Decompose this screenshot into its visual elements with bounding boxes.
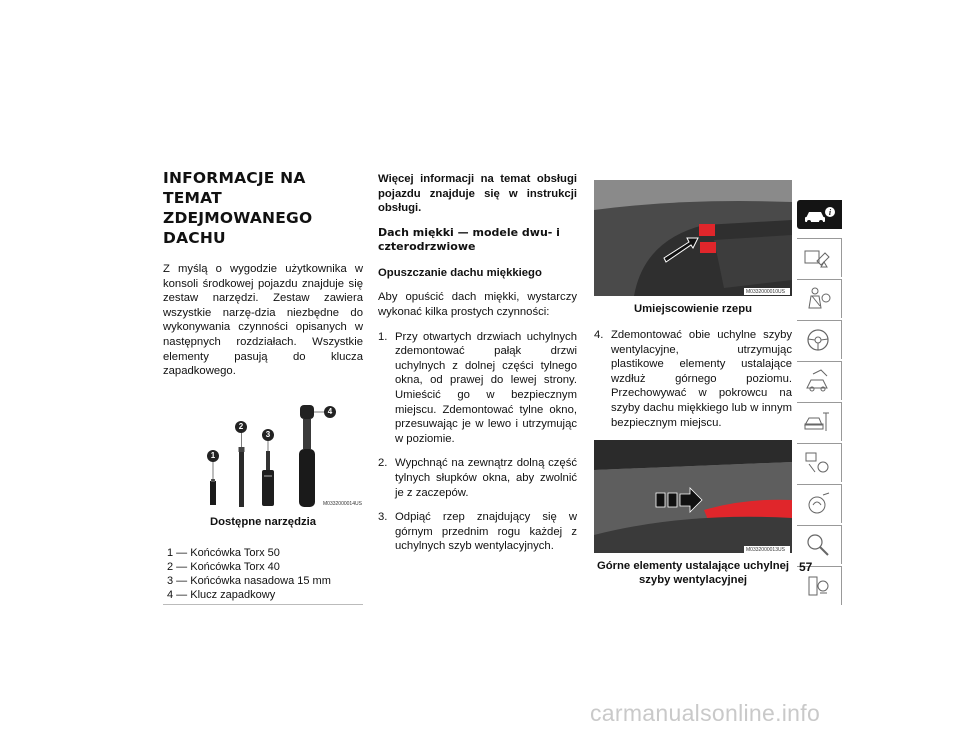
velcro-location-photo <box>594 180 792 296</box>
seatbelt-airbag-icon <box>803 284 833 314</box>
more-info-note: Więcej informacji na temat obsługi pojazdu znajduje się w instrukcji obsługi. <box>378 173 577 215</box>
lowering-title: Opuszczanie dachu miękkiego <box>378 266 542 279</box>
maintenance-icon <box>803 448 833 478</box>
tools-caption: Dostępne narzędzia <box>209 515 317 528</box>
steps-list-continued <box>594 328 792 430</box>
tab-steering[interactable] <box>797 320 842 359</box>
photo2-ref-code: M0332000013US <box>746 547 785 554</box>
search-icon <box>803 530 833 560</box>
legend-item: 4 — Klucz zapadkowy <box>163 589 363 605</box>
legend-item: 1 — Końcówka Torx 50 <box>167 546 280 559</box>
page-number: 57 <box>799 560 813 574</box>
callout-1: 1 <box>207 450 219 462</box>
lowering-intro: Aby opuścić dach miękki, wystarczy wykonać kilka prostych czynności: <box>378 291 577 318</box>
driving-icon <box>803 366 833 396</box>
photo2-caption: Górne elementy ustalające uchylnej szyby wentylacyjnej <box>596 560 790 587</box>
dashboard-warning-icon <box>803 243 833 273</box>
tools-figure <box>163 397 363 509</box>
section-title: INFORMACJE NA TEMAT ZDEJMOWANEGO DACHU <box>163 169 313 247</box>
step-item: 3. Odpiąć rzep znajdujący się w górnym przednim rogu każdej z uchylnych szyb wentylacyjnych. <box>378 511 577 553</box>
column-middle <box>378 172 577 564</box>
photo1-caption: Umiejscowienie rzepu <box>633 303 753 315</box>
intro-paragraph: Z myślą o wygodzie użytkownika w konsoli środkowej pojazdu znajduje się zestaw narzędzi. Zestaw zawiera wszystkie narzę-dzia niezbędne do wykonywania czynności opisanych w następnych rozdziałach. Wszystkie elementy pasują do klucza zapadkowego. <box>163 263 363 378</box>
tab-maintenance[interactable] <box>797 443 842 482</box>
chapter-tabs <box>797 200 842 607</box>
figure-ref-code: M0332000014US <box>323 500 362 507</box>
tools-legend <box>163 547 363 605</box>
photo1-ref-code: M0332000010US <box>746 289 785 295</box>
step-item: 1. Przy otwartych drzwiach uchylnych zdemontować pałąk drzwi uchylnych z dolnej części tylnego okna, od prawej do lewej strony. Umieścić go w bezpiecznym miejscu. Zdemontować tylne okno, przesuwając je w lewo i utrzymując w poziomie. <box>378 330 577 445</box>
step-item: 2. Wypchnąć na zewnątrz dolną część tylnych słupków okna, aby zwolnić je z zaczepów. <box>378 457 577 499</box>
watermark: carmanualsonline.info <box>590 700 821 726</box>
callout-2: 2 <box>235 421 247 433</box>
callout-4: 4 <box>324 406 336 418</box>
step-item: 4. Zdemontować obie uchylne szyby wentylacyjne, utrzymując plastikowe elementy ustalające wzdłuż górnego poziomu. Przechowywać w pokrowcu na szyby dachu miękkiego lub w innym bezpiecznym miejscu. <box>594 329 792 429</box>
legend-item: 3 — Końcówka nasadowa 15 mm <box>167 574 331 587</box>
steps-list <box>378 330 577 554</box>
steering-wheel-icon <box>803 325 833 355</box>
svg-text:i: i <box>828 208 832 217</box>
vent-window-retainers-photo <box>594 440 792 553</box>
column-right <box>594 170 792 587</box>
callout-3: 3 <box>262 429 274 441</box>
tab-driving[interactable] <box>797 361 842 400</box>
soft-top-subheading: Dach miękki — modele dwu- i czterodrzwiowe <box>378 225 560 253</box>
column-left <box>163 168 363 606</box>
tab-search[interactable] <box>797 525 842 564</box>
index-icon <box>803 571 833 601</box>
legend-item: 2 — Końcówka Torx 40 <box>167 560 280 573</box>
tab-multimedia[interactable] <box>797 484 842 523</box>
car-info-icon <box>803 204 837 226</box>
tab-service[interactable] <box>797 402 842 441</box>
tab-dashboard-warning[interactable] <box>797 238 842 277</box>
car-service-icon <box>803 407 833 437</box>
tab-car-info[interactable] <box>797 200 842 229</box>
multimedia-icon <box>803 489 833 519</box>
tab-safety[interactable] <box>797 279 842 318</box>
